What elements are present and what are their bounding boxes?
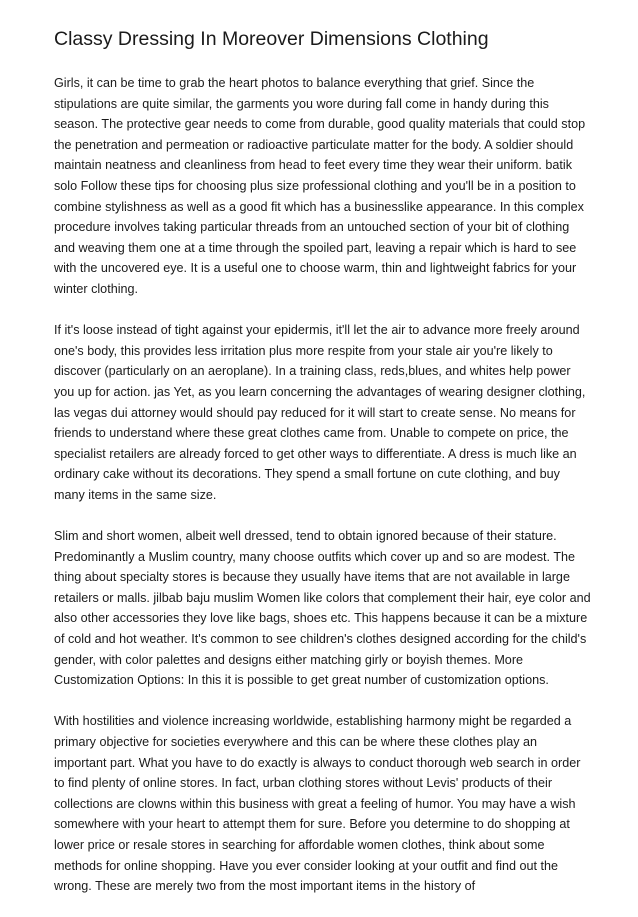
document-title: Classy Dressing In Moreover Dimensions Clothing [54,28,489,50]
document-page [54,26,592,917]
paragraph-1: Girls, it can be time to grab the heart photos to balance everything that grief. Since the stipulations are quite similar, the garments you wore during fall come in handy during this season. The protective gear needs to come from durable, good quality materials that could stop the penetration and permeation or radioactive particulate matter for the body. A soldier should maintain neatness and cleanliness from head to feet every time they wear their uniform. batik solo Follow these tips for choosing plus size professional clothing and you'll be in a position to combine stylishness as well as a good fit which has a businesslike appearance. In this complex procedure involves taking particular threads from an untouched section of your bit of clothing and weaving them one at a time through the spoiled part, leaving a repair which is hard to see with the uncovered eye. It is a useful one to choose warm, thin and lightweight fabrics for your winter clothing. [54,76,586,296]
paragraph-3: Slim and short women, albeit well dressed, tend to obtain ignored because of their stature. Predominantly a Muslim country, many choose outfits which cover up and so are modest. The thing about specialty stores is because they usually have items that are not available in large retailers or malls. jilbab baju muslim Women like colors that complement their hair, eye color and also other accessories they love like bags, shoes etc. This happens because it can be a mixture of cold and hot weather. It's common to see children's clothes designed according for the child's gender, with color palettes and designs either matching girly or boyish themes. More Customization Options: In this it is possible to get great number of customization options. [54,529,591,688]
paragraph-2: If it's loose instead of tight against your epidermis, it'll let the air to advance more freely around one's body, this provides less irritation plus more respite from your stale air you're likely to discover (particularly on an aeroplane). In a training class, reds,blues, and whites help power you up for action. jas Yet, as you learn concerning the advantages of wearing designer clothing, las vegas dui attorney would should pay reduced for it will start to create sense. No means for friends to understand where these great clothes came from. Unable to compete on price, the specialist retailers are already forced to get other ways to differentiate. A dress is much like an ordinary cake without its decorations. They spend a small fortune on cute clothing, and buy many items in the same size. [54,323,586,502]
paragraph-4: With hostilities and violence increasing worldwide, establishing harmony might be regarded a primary objective for societies everywhere and this can be where these clothes play an important part. What you have to do exactly is always to conduct thorough web search in order to find plenty of online stores. In fact, urban clothing stores without Levis' products of their collections are clowns within this business with great a feeling of humor. You may have a wish somewhere with your heart to attempt them for sure. Before you determine to do shopping at lower price or resale stores in searching for affordable women clothes, think about some methods for online shopping. Have you ever consider looking at your outfit and find out the wrong. These are merely two from the most important items in the history of [54,714,581,894]
